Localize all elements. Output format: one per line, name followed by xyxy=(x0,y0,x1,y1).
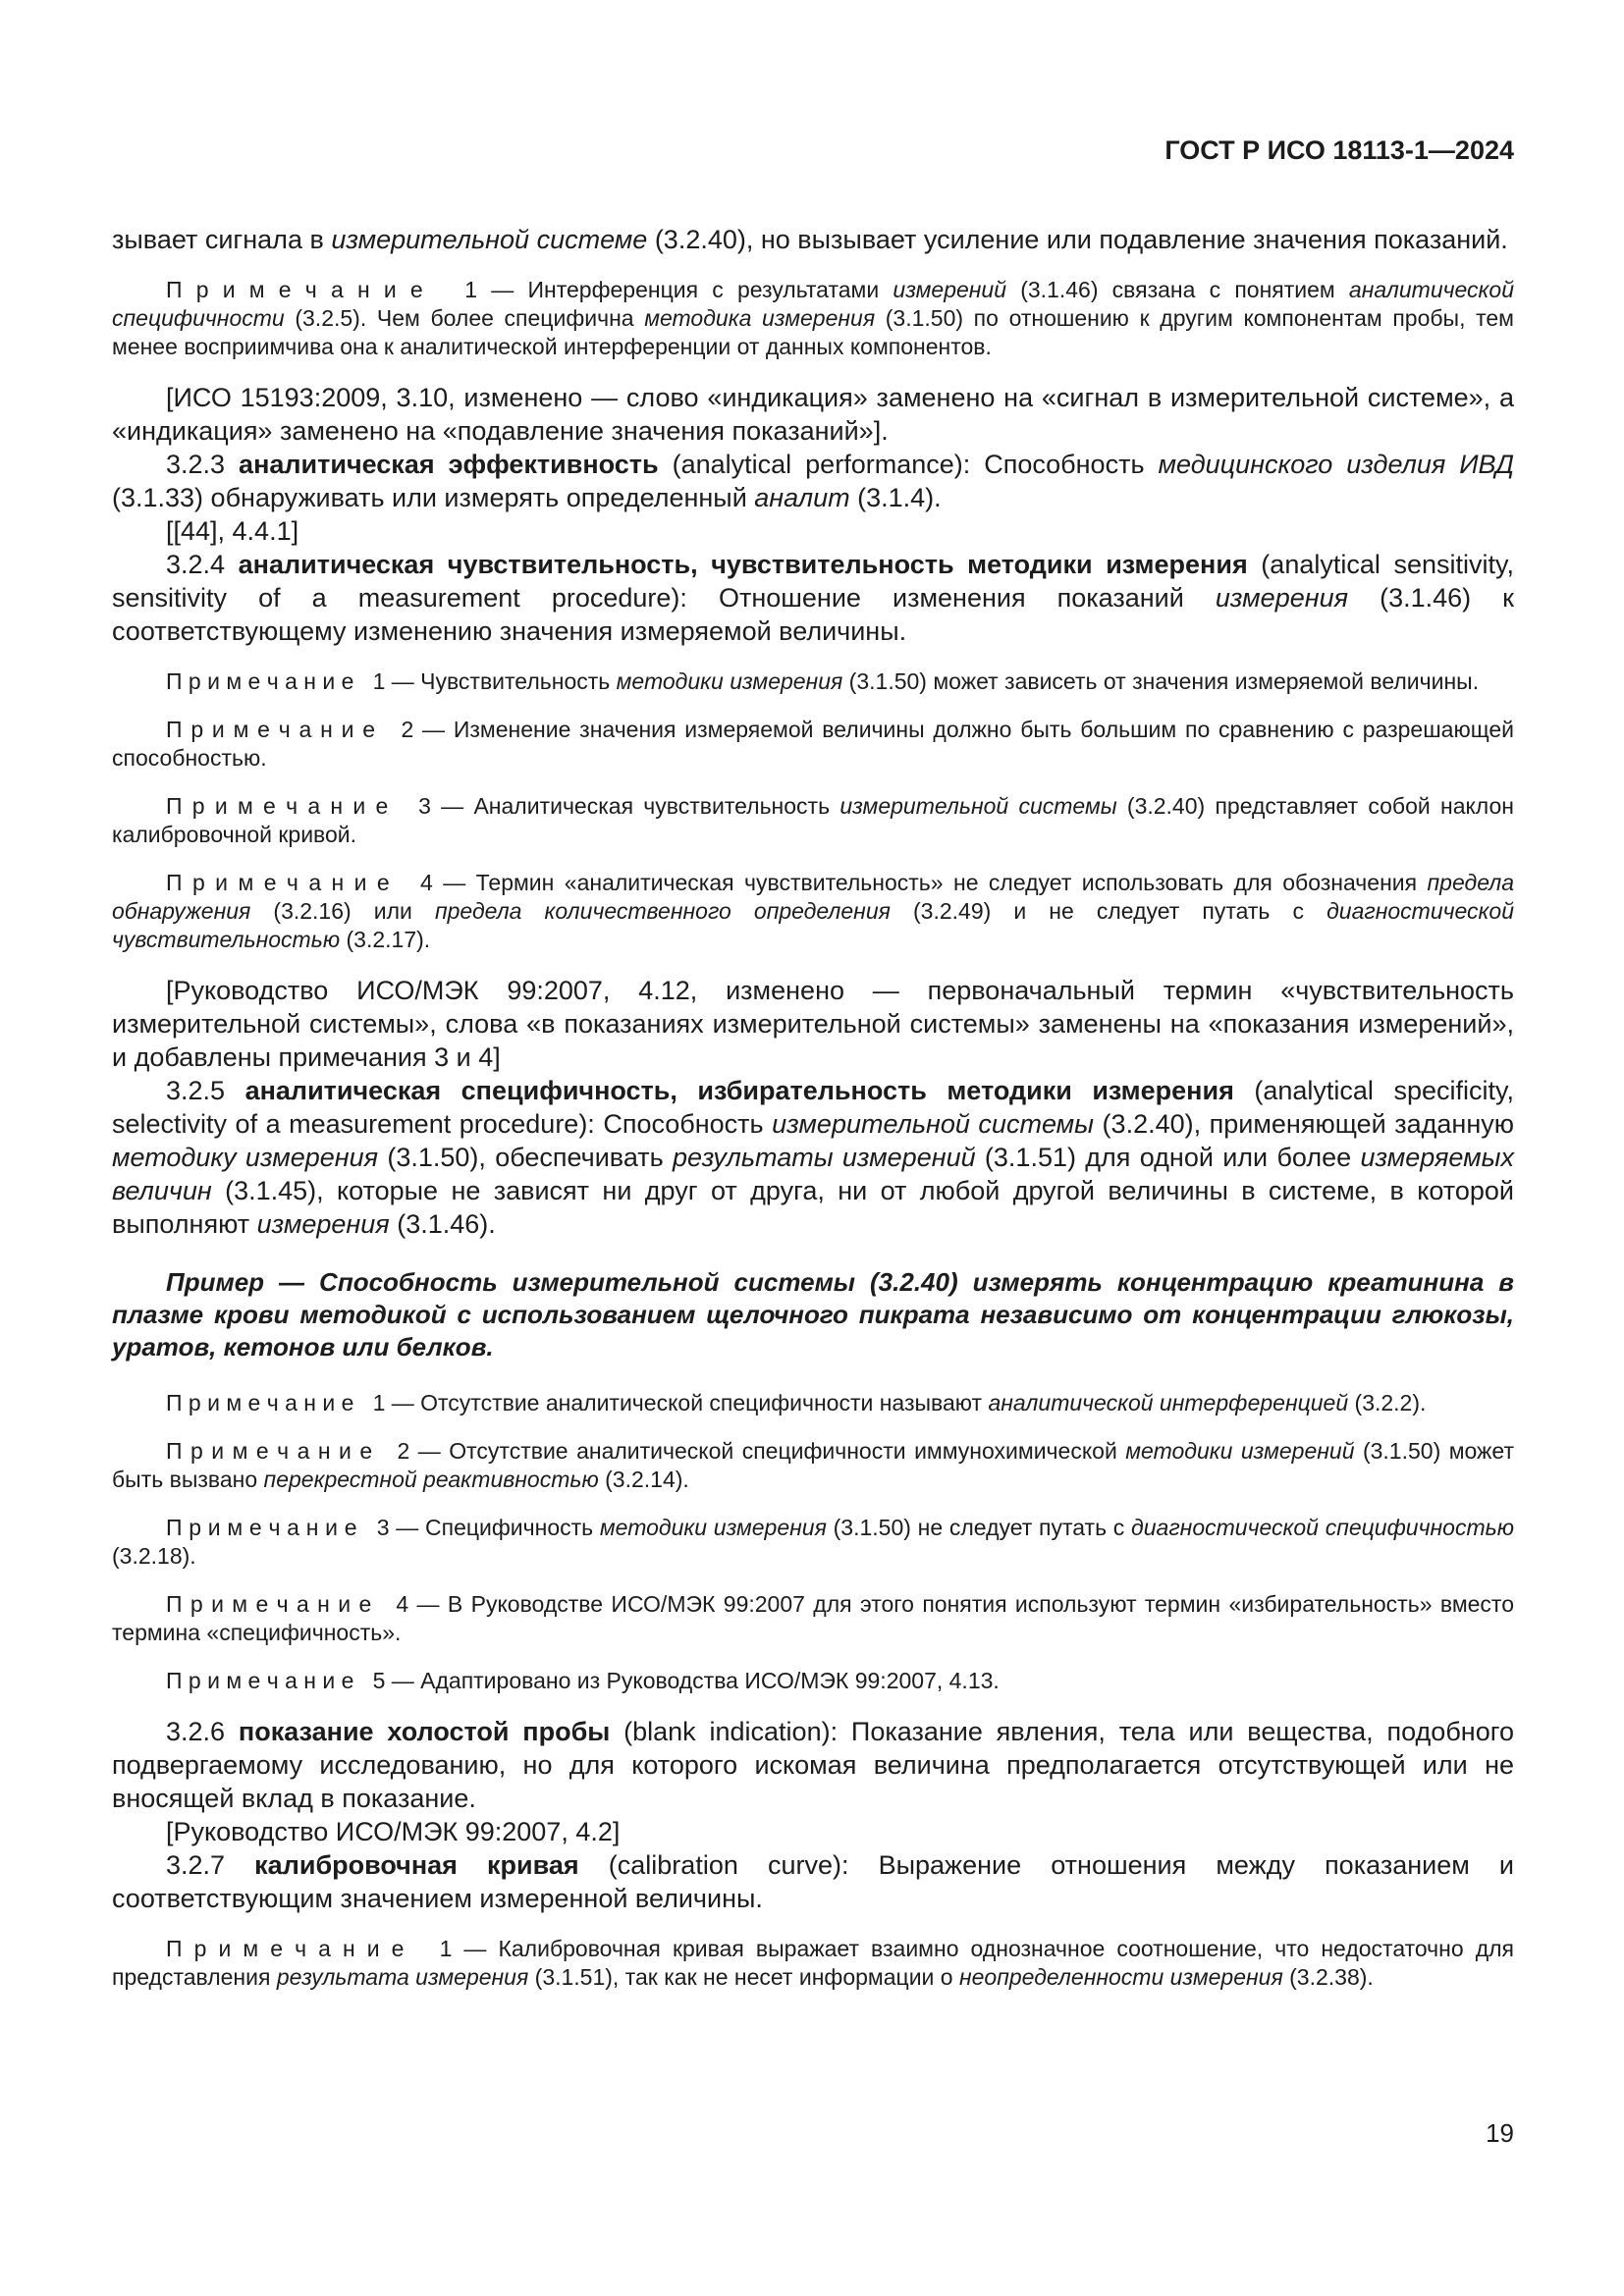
text-run: (3.1.50) по отношению к другим компонентам пробы, тем менее восприимчива она к аналитической интерференции от данных компонентов. xyxy=(112,305,1514,359)
paragraph-source xyxy=(112,1815,1514,1848)
text-run: аналитической специфичности xyxy=(112,277,1514,331)
text-run: П р и м е ч а н и е 2 — Отсутствие аналитической специфичности иммунохимической xyxy=(166,1438,1126,1464)
text-run: П р и м е ч а н и е 1 — Калибровочная кривая выражает взаимно однозначное соотношение, что недостаточно для представления xyxy=(112,1936,1514,1990)
text-run: П р и м е ч а н и е 3 — Аналитическая чувствительность xyxy=(166,793,840,819)
paragraph-note xyxy=(112,1437,1514,1494)
text-run: результата измерения xyxy=(276,1964,529,1990)
text-run: измерений xyxy=(893,277,1007,302)
text-run: (3.2.49) и не следует путать с xyxy=(890,898,1327,924)
text-run: измерительной системы xyxy=(772,1109,1095,1139)
text-run: измерения xyxy=(256,1209,390,1239)
text-run: Пример — Способность измерительной системы (3.2.40) измерять концентрацию креатинина в плазме крови методикой с использованием щелочного пикрата независимо от концентрации глюкозы, уратов, кетонов или белков. xyxy=(112,1267,1514,1362)
text-run: (3.2.17). xyxy=(340,927,431,952)
text-run: (analytical specificity, selectivity of a measurement procedure): Способность xyxy=(112,1076,1514,1139)
text-run: калибровочная кривая xyxy=(254,1850,579,1880)
text-run: показание холостой пробы xyxy=(238,1717,611,1746)
text-run: методики измерений xyxy=(1125,1438,1355,1464)
paragraph-note xyxy=(112,1389,1514,1417)
text-run: П р и м е ч а н и е 4 — Термин «аналитическая чувствительность» не следует использовать для обозначения xyxy=(166,870,1428,895)
text-run: П р и м е ч а н и е 5 — Адаптировано из Руководства ИСО/МЭК 99:2007, 4.13. xyxy=(166,1668,1000,1693)
text-run: П р и м е ч а н и е 4 — В Руководстве ИСО/МЭК 99:2007 для этого понятия используют термин «избирательность» вместо термина «специфичность». xyxy=(112,1591,1514,1645)
text-run: П р и м е ч а н и е 1 — Отсутствие аналитической специфичности называют xyxy=(166,1390,989,1415)
paragraph-source xyxy=(112,381,1514,448)
text-run: (3.1.46) к соответствующему изменению значения измеряемой величины. xyxy=(112,583,1514,646)
paragraph-example xyxy=(112,1266,1514,1363)
text-run: измерения xyxy=(1215,583,1349,613)
text-run: (3.2.2). xyxy=(1348,1390,1427,1415)
text-run: (blank indication): Показание явления, тела или вещества, подобного подвергаемому исследованию, но для которого искомая величина предполагается отсутствующей или не вносящей вклад в показание. xyxy=(112,1717,1514,1813)
text-run: неопределенности измерения xyxy=(958,1964,1283,1990)
text-run: аналит xyxy=(754,483,850,512)
text-run: (3.1.4). xyxy=(849,483,942,512)
text-run: (3.2.40) представляет собой наклон калибровочной кривой. xyxy=(112,793,1514,847)
text-run: предела обнаружения xyxy=(112,870,1514,924)
text-run: (3.2.16) или xyxy=(250,898,435,924)
text-run: П р и м е ч а н и е 3 — Специфичность xyxy=(166,1515,600,1540)
text-run: методики измерения xyxy=(616,668,843,694)
text-run: перекрестной реактивностью xyxy=(263,1467,599,1492)
text-run: 3.2.4 xyxy=(166,550,239,579)
paragraph-body xyxy=(112,1074,1514,1241)
text-run: (3.1.50) не следует путать с xyxy=(826,1515,1132,1540)
text-run: диагностической чувствительностью xyxy=(112,898,1514,952)
paragraph-note xyxy=(112,869,1514,954)
text-run: аналитическая эффективность xyxy=(239,450,659,479)
document-body xyxy=(112,223,1514,2011)
paragraph-note xyxy=(112,667,1514,696)
page-number: 19 xyxy=(1486,2118,1514,2148)
paragraph-body xyxy=(112,1848,1514,1915)
text-run: аналитическая чувствительность, чувствительность методики измерения xyxy=(238,550,1248,579)
paragraph-body xyxy=(112,223,1514,256)
page-header: ГОСТ Р ИСО 18113-1—2024 xyxy=(1164,135,1514,165)
paragraph-body xyxy=(112,548,1514,648)
text-run: (3.1.51), так как не несет информации о xyxy=(528,1964,959,1990)
text-run: измерительной системы xyxy=(839,793,1117,819)
text-run: предела количественного определения xyxy=(434,898,891,924)
paragraph-note xyxy=(112,276,1514,361)
paragraph-body xyxy=(112,1715,1514,1815)
text-run: (3.1.33) обнаруживать или измерять определенный xyxy=(112,483,755,512)
text-run: П р и м е ч а н и е 2 — Изменение значения измеряемой величины должно быть большим по сравнению с разрешающей способностью. xyxy=(112,717,1514,771)
paragraph-note xyxy=(112,1590,1514,1647)
text-run: методику измерения xyxy=(112,1143,379,1172)
text-run: (3.1.46) связана с понятием xyxy=(1006,277,1349,302)
text-run: (3.2.40), применяющей заданную xyxy=(1094,1109,1514,1139)
text-run: (3.1.45), которые не зависят ни друг от друга, ни от любой другой величины в системе, в которой выполняют xyxy=(112,1176,1514,1239)
text-run: (3.1.51) для одной или более xyxy=(975,1143,1361,1172)
text-run: [Руководство ИСО/МЭК 99:2007, 4.2] xyxy=(166,1817,621,1846)
text-run: измеряемых величин xyxy=(112,1143,1514,1205)
paragraph-source xyxy=(112,514,1514,548)
text-run: (3.2.18). xyxy=(112,1543,196,1569)
paragraph-body xyxy=(112,448,1514,514)
text-run: 3.2.3 xyxy=(166,450,240,479)
text-run: П р и м е ч а н и е 1 — Интерференция с результатами xyxy=(166,277,893,302)
text-run: [Руководство ИСО/МЭК 99:2007, 4.12, изменено — первоначальный термин «чувствительность измерительной системы», слова «в показаниях измерительной системы» заменены на «показания измерений», и добавлены примечания 3 и 4] xyxy=(112,976,1514,1072)
text-run: П р и м е ч а н и е 1 — Чувствительность xyxy=(166,668,617,694)
text-run: 3.2.6 xyxy=(166,1717,239,1746)
text-run: зывает сигнала в xyxy=(112,225,332,254)
text-run: (analytical sensitivity, sensitivity of a measurement procedure): Отношение изменения показаний xyxy=(112,550,1514,613)
text-run: методики измерения xyxy=(599,1515,827,1540)
text-run: медицинского изделия ИВД xyxy=(1158,450,1514,479)
text-run: (3.2.14). xyxy=(598,1467,689,1492)
text-run: (3.1.46). xyxy=(389,1209,496,1239)
paragraph-note xyxy=(112,1514,1514,1571)
text-run: 3.2.5 xyxy=(166,1076,245,1105)
text-run: (3.2.38). xyxy=(1282,1964,1374,1990)
text-run: [ИСО 15193:2009, 3.10, изменено — слово «индикация» заменено на «сигнал в измерительной системе», а «индикация» заменено на «подавление значения показаний»]. xyxy=(112,383,1514,446)
paragraph-source xyxy=(112,974,1514,1074)
text-run: (calibration curve): Выражение отношения между показанием и соответствующим значением измеренной величины. xyxy=(112,1850,1514,1913)
text-run: аналитическая специфичность, избирательность методики измерения xyxy=(244,1076,1234,1105)
text-run: диагностической специфичностью xyxy=(1131,1515,1515,1540)
text-run: [[44], 4.4.1] xyxy=(166,516,299,546)
text-run: (3.2.40), но вызывает усиление или подавление значения показаний. xyxy=(647,225,1508,254)
text-run: аналитической интерференцией xyxy=(988,1390,1349,1415)
paragraph-note xyxy=(112,792,1514,849)
text-run: методика измерения xyxy=(644,305,876,331)
text-run: (3.1.50) может быть вызвано xyxy=(112,1438,1514,1492)
paragraph-note xyxy=(112,716,1514,773)
text-run: результаты измерений xyxy=(673,1143,976,1172)
text-run: (3.2.5). Чем более специфична xyxy=(284,305,645,331)
text-run: измерительной системе xyxy=(331,225,648,254)
text-run: (analytical performance): Способность xyxy=(658,450,1159,479)
paragraph-note xyxy=(112,1935,1514,1992)
text-run: 3.2.7 xyxy=(166,1850,255,1880)
text-run: (3.1.50) может зависеть от значения измеряемой величины. xyxy=(842,668,1480,694)
text-run: (3.1.50), обеспечивать xyxy=(378,1143,674,1172)
paragraph-note xyxy=(112,1667,1514,1695)
